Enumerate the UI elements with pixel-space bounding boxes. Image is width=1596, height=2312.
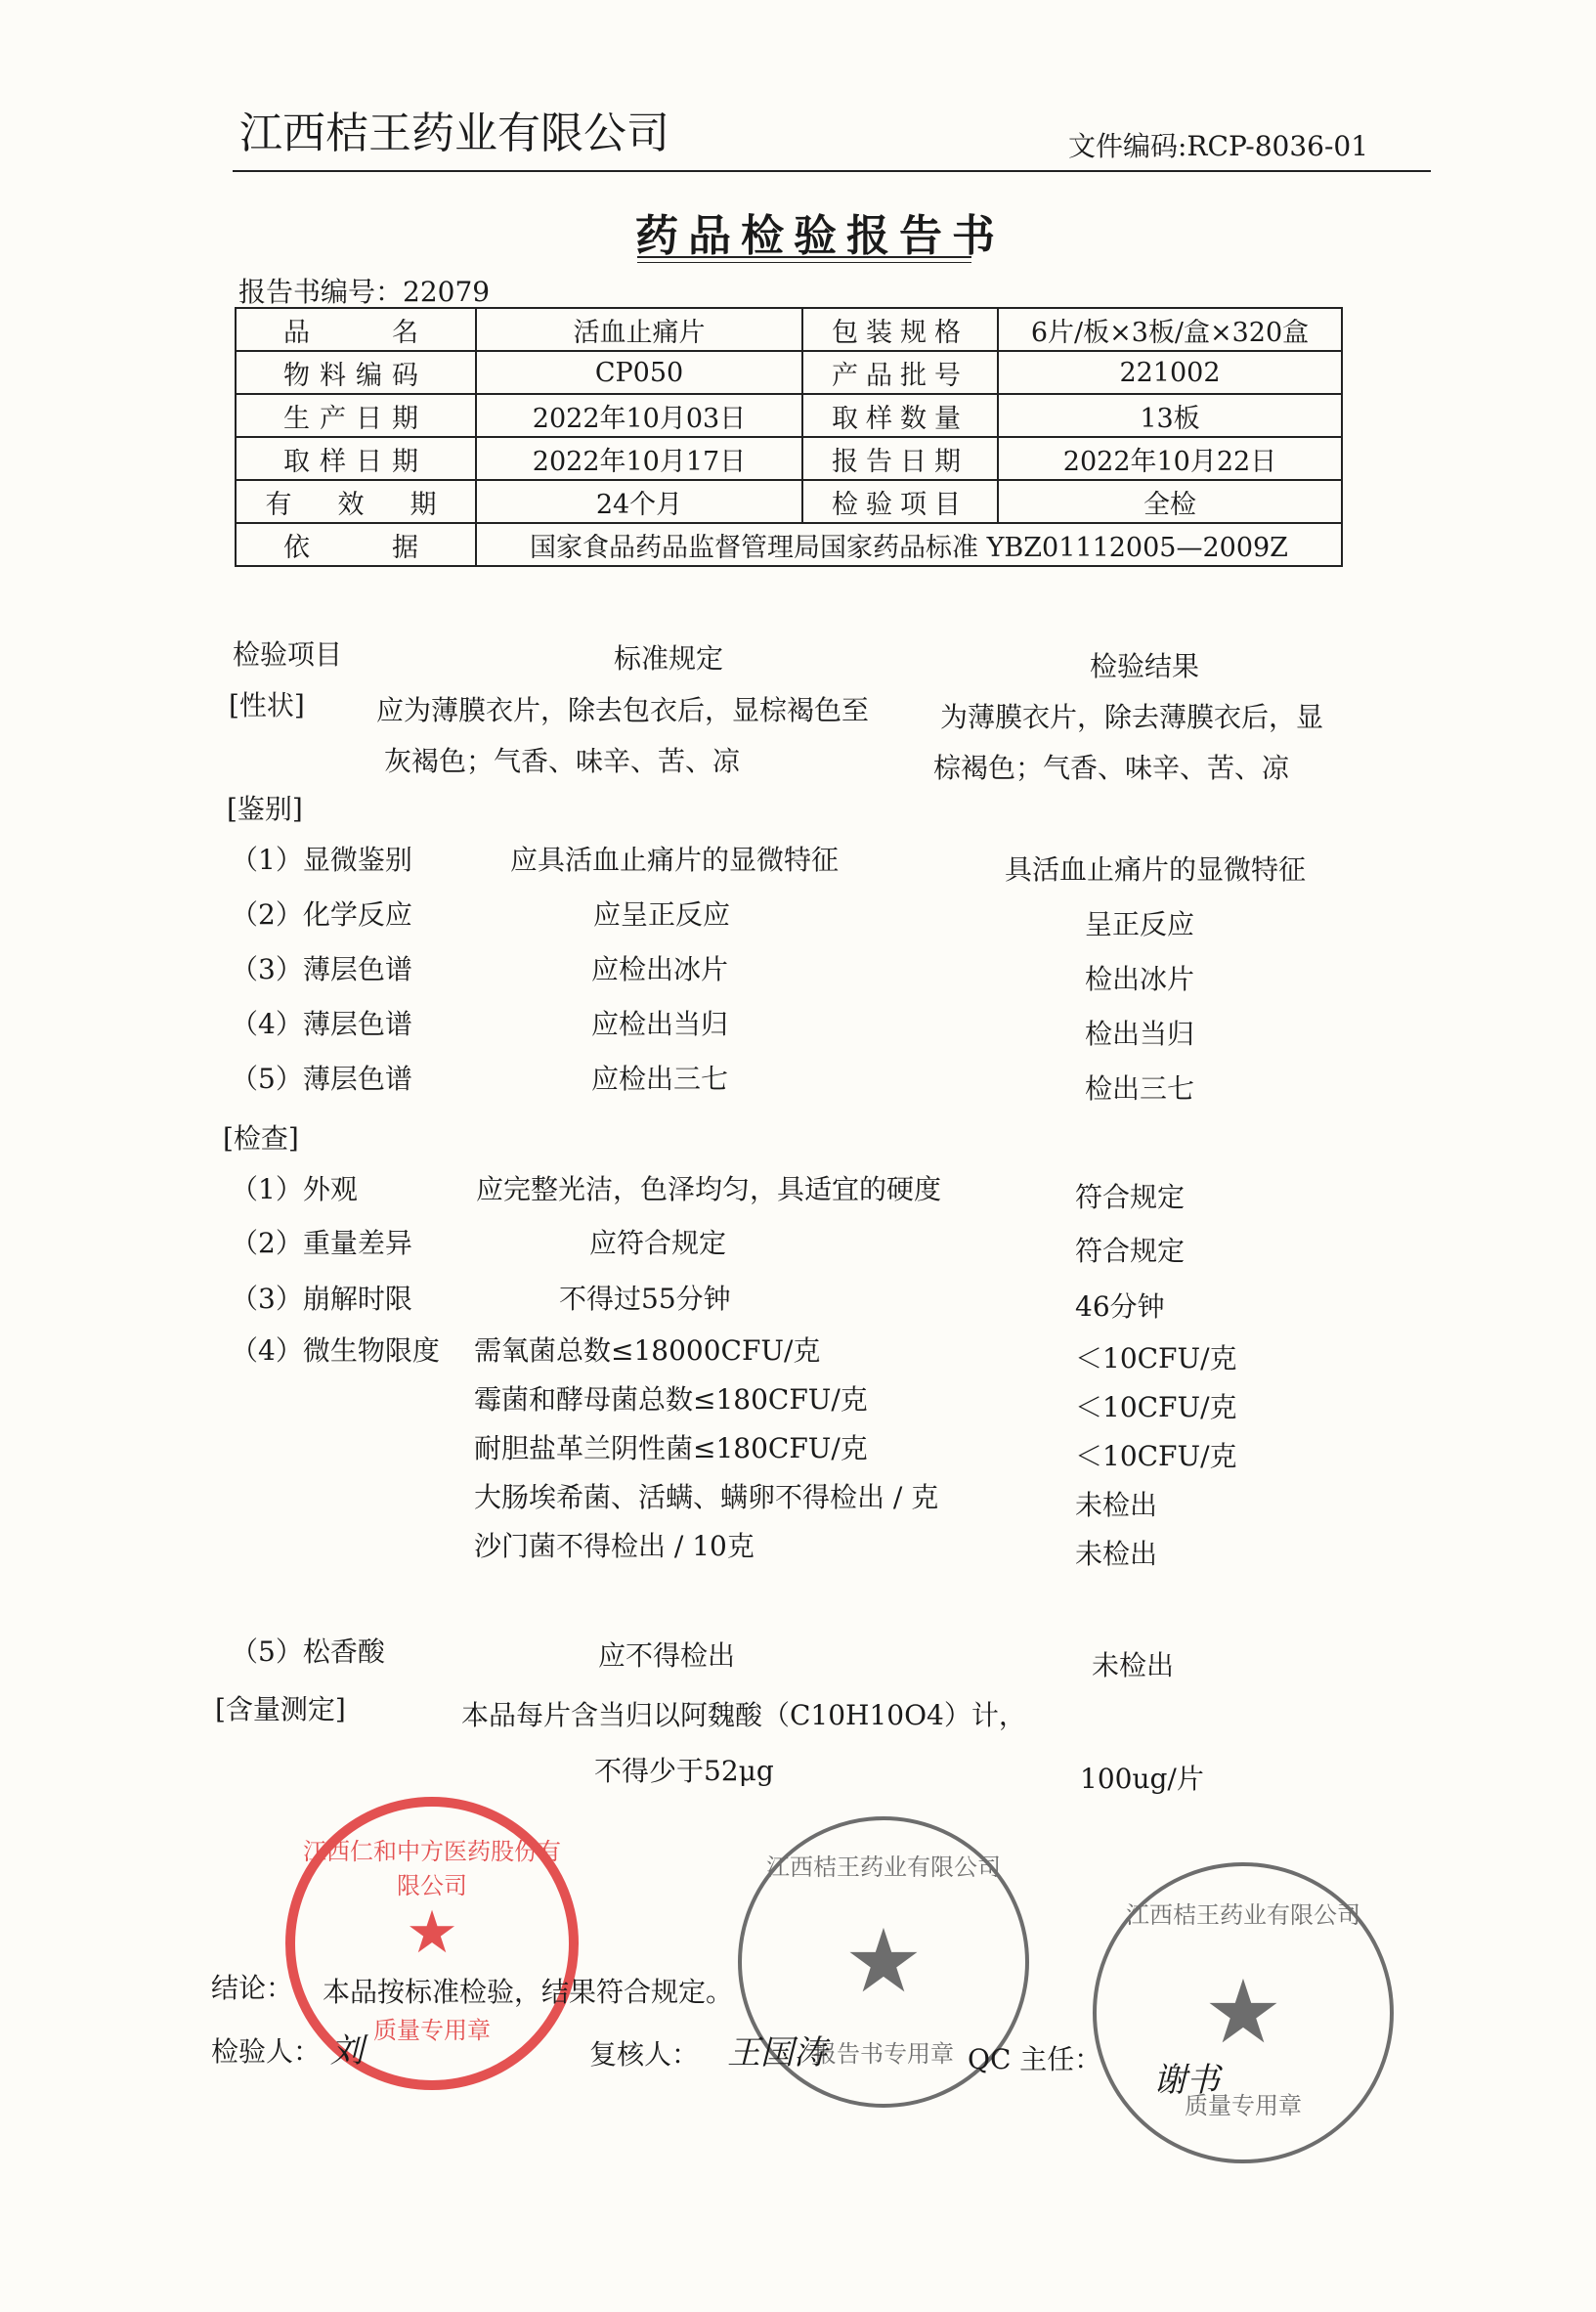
inspection-result: ＜10CFU/克 [1075,1391,1237,1423]
info-label: 物料编码 [236,351,476,394]
identification-standard: 应呈正反应 [593,898,731,931]
inspection-item: （2）重量差异 [231,1227,412,1259]
identification-item: （4）薄层色谱 [231,1008,412,1040]
info-value: 13板 [998,394,1342,437]
info-row [236,308,1342,351]
inspection-standard: 大肠埃希菌、活螨、螨卵不得检出 / 克 [474,1481,939,1513]
appearance-result-line1: 为薄膜衣片，除去薄膜衣后，显 [940,701,1324,733]
info-label: 有 效 期 [236,480,476,523]
section-appearance-label: [性状] [229,689,305,721]
assay-standard-line2: 不得少于52μg [594,1755,774,1787]
inspection-result: 符合规定 [1075,1181,1186,1213]
identification-result: 呈正反应 [1085,908,1195,940]
appearance-standard-line1: 应为薄膜衣片，除去包衣后，显棕褐色至 [376,694,870,726]
inspection-result: ＜10CFU/克 [1075,1440,1237,1472]
inspection-standard: 沙门菌不得检出 / 10克 [474,1530,755,1562]
title-underline [637,256,971,258]
seal-text: 江西桔王药业有限公司 [1126,1901,1360,1929]
qc-label: QC 主任： [968,2043,1102,2075]
star-icon: ★ [406,1898,458,1967]
info-table [235,307,1343,567]
rosin-standard: 应不得检出 [598,1639,736,1672]
seal-subtext: 质量专用章 [1185,2092,1302,2119]
info-label: 取样数量 [802,394,998,437]
header-divider [233,170,1431,172]
info-value: 2022年10月17日 [476,437,802,480]
reviewer-signature: 王国涛 [727,2033,827,2072]
reviewer-label: 复核人： [589,2038,700,2071]
column-header-item: 检验项目 [233,638,343,671]
quality-seal-ink [1093,1862,1394,2163]
rosin-item: （5）松香酸 [231,1636,385,1668]
section-assay-label: [含量测定] [215,1693,346,1725]
identification-standard: 应检出当归 [591,1008,729,1040]
seal-subtext: 报告书专用章 [813,2040,954,2068]
inspection-result: 未检出 [1075,1538,1158,1570]
info-label: 包装规格 [802,308,998,351]
identification-item: （5）薄层色谱 [231,1063,412,1095]
info-value: CP050 [476,351,802,394]
info-label: 品 名 [236,308,476,351]
identification-standard: 应检出三七 [591,1063,729,1095]
info-value: 2022年10月22日 [998,437,1342,480]
info-label: 取样日期 [236,437,476,480]
info-row [236,437,1342,480]
info-value: 活血止痛片 [476,308,802,351]
info-value: 2022年10月03日 [476,394,802,437]
info-label: 报告日期 [802,437,998,480]
inspection-standard: 不得过55分钟 [559,1283,731,1315]
inspection-item: （3）崩解时限 [231,1283,412,1315]
qc-signature: 谢书 [1153,2061,1220,2100]
basis-value: 国家食品药品监督管理局国家药品标准 YBZ01112005—2009Z [476,523,1342,566]
identification-result: 检出冰片 [1085,963,1195,995]
rosin-result: 未检出 [1092,1649,1175,1681]
info-value: 全检 [998,480,1342,523]
inspection-result: 符合规定 [1075,1235,1186,1267]
info-row [236,480,1342,523]
company-name: 江西桔王药业有限公司 [239,109,669,158]
inspection-result: 46分钟 [1075,1290,1165,1323]
report-number: 报告书编号：22079 [238,276,491,308]
seal-subtext: 质量专用章 [373,2017,491,2044]
info-value: 24个月 [476,480,802,523]
file-code: 文件编码:RCP-8036-01 [1068,130,1369,162]
inspection-result: 未检出 [1075,1489,1158,1521]
inspection-item: （4）微生物限度 [231,1334,440,1367]
identification-standard: 应具活血止痛片的显微特征 [510,844,840,876]
conclusion-text: 本品按标准检验，结果符合规定。 [323,1976,734,2008]
identification-item: （1）显微鉴别 [231,844,412,876]
info-label: 生产日期 [236,394,476,437]
assay-standard-line1: 本品每片含当归以阿魏酸（C10H10O4）计， [461,1699,1026,1731]
inspection-item: （1）外观 [231,1173,358,1205]
appearance-result-line2: 棕褐色；气香、味辛、苦、凉 [933,752,1290,784]
identification-item: （3）薄层色谱 [231,953,412,985]
assay-result: 100ug/片 [1080,1763,1204,1795]
seal-text: 江西桔王药业有限公司 [766,1854,1001,1881]
title-underline-thin [637,262,971,263]
info-row-basis [236,523,1342,566]
conclusion-label: 结论： [211,1972,294,2004]
inspection-standard: 应符合规定 [589,1227,727,1259]
identification-standard: 应检出冰片 [591,953,729,985]
inspection-standard: 霉菌和酵母菌总数≤180CFU/克 [474,1383,868,1416]
column-header-result: 检验结果 [1090,650,1200,682]
inspector-signature: 刘 [330,2031,364,2071]
seal-text: 江西仁和中方医药股份有限公司 [303,1838,561,1899]
quality-seal-red [285,1797,579,2090]
info-row [236,351,1342,394]
appearance-standard-line2: 灰褐色；气香、味辛、苦、凉 [384,745,741,777]
identification-item: （2）化学反应 [231,898,412,931]
identification-result: 具活血止痛片的显微特征 [1005,853,1307,886]
column-header-standard: 标准规定 [614,642,724,675]
section-inspection-label: [检查] [223,1122,299,1155]
star-icon: ★ [1203,1961,1283,2064]
inspector-label: 检验人： [211,2035,322,2068]
info-row [236,394,1342,437]
identification-result: 检出当归 [1085,1018,1195,1050]
identification-result: 检出三七 [1085,1072,1195,1105]
inspection-result: ＜10CFU/克 [1075,1342,1237,1374]
basis-label: 依 据 [236,523,476,566]
info-label: 检验项目 [802,480,998,523]
info-value: 221002 [998,351,1342,394]
star-icon: ★ [843,1910,924,2013]
inspection-standard: 耐胆盐革兰阴性菌≤180CFU/克 [474,1432,868,1464]
info-value: 6片/板×3板/盒×320盒 [998,308,1342,351]
inspection-standard: 需氧菌总数≤18000CFU/克 [474,1334,821,1367]
section-identification-label: [鉴别] [227,793,303,825]
report-title: 药品检验报告书 [635,211,1005,261]
inspection-standard: 应完整光洁，色泽均匀，具适宜的硬度 [476,1173,942,1205]
info-label: 产品批号 [802,351,998,394]
